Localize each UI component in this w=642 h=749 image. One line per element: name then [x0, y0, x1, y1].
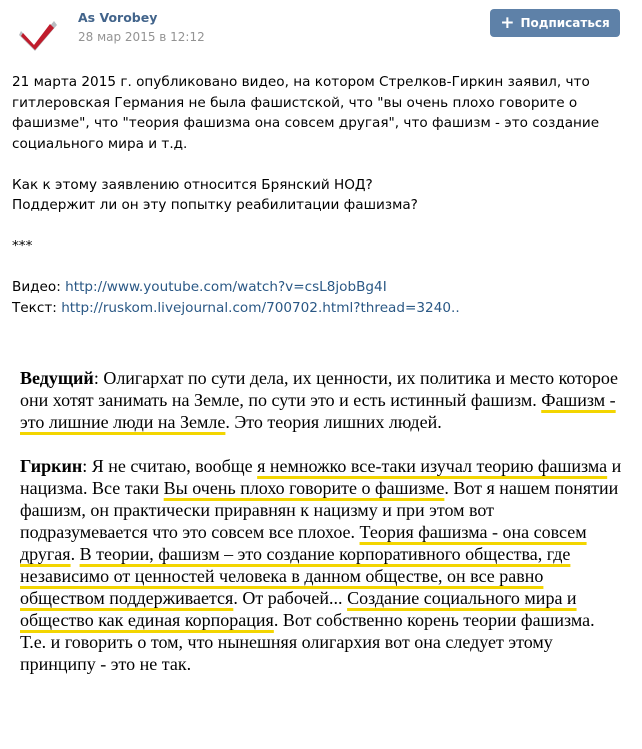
host-speaker-name: Ведущий	[20, 368, 94, 388]
avatar[interactable]	[12, 9, 62, 59]
subscribe-label: Подписаться	[520, 16, 610, 30]
text-line	[12, 298, 622, 319]
video-line	[12, 277, 622, 298]
girkin-text: и нацизма. Все таки	[20, 456, 622, 498]
host-text: . Это теория лишних людей.	[225, 412, 442, 432]
host-text: : Олигархат по сути дела, их ценности, их политика и место которое они хотят занимать на Земле, по сути это и есть истинный фашизм.	[20, 368, 619, 410]
highlighted-phrase: Вы очень плохо говорите о фашизме	[163, 478, 445, 498]
highlighted-phrase: В теории, фашизм – это создание корпоративного общества, где независимо от ценностей человека в данном обществе, он все равно обществом поддерживается	[20, 544, 571, 608]
author-name[interactable]: As Vorobey	[78, 10, 158, 25]
girkin-paragraph	[20, 455, 622, 675]
plus-icon: +	[500, 12, 515, 33]
girkin-text: .	[70, 544, 80, 564]
post-separator: ***	[12, 238, 33, 254]
post-question-2: Поддержит ли он эту попытку реабилитации фашизма?	[12, 197, 418, 213]
post-question-1: Как к этому заявлению относится Брянский НОД?	[12, 176, 373, 193]
highlighted-phrase: Создание социального мира и общество как единая корпорация	[20, 588, 577, 630]
highlighted-phrase: Фашизм - это лишние люди на Земле	[20, 390, 616, 432]
attached-document-image[interactable]	[20, 367, 622, 675]
highlighted-phrase: я немножко все-таки изучал теорию фашизма	[257, 456, 608, 476]
subscribe-button[interactable]	[490, 9, 620, 37]
girkin-speaker-name: Гиркин	[20, 456, 83, 476]
post-text	[12, 72, 622, 318]
girkin-text: . Вот собственно корень теории фашизма. Т.е. и говорить о том, что нынешняя олигархия вот она следует этому принципу - это не так.	[20, 610, 595, 674]
video-link[interactable]: http://www.youtube.com/watch?v=csL8jobBg4I	[65, 279, 387, 295]
host-paragraph	[20, 367, 622, 433]
girkin-text: . Вот я нашем понятии фашизм, он практически приравнян к нацизму и при этом вот подразумевается что это совсем все плохое.	[20, 478, 619, 542]
post-date[interactable]: 28 мар 2015 в 12:12	[78, 30, 205, 44]
post-paragraph: 21 марта 2015 г. опубликовано видео, на котором Стрелков-Гиркин заявил, что гитлеровская Германия не была фашистской, что "вы очень плохо говорите о фашизме", что "теория фашизма она совсем другая", что фашизм - это создание социального мира и т.д.	[12, 74, 600, 152]
highlighted-phrase: Теория фашизма - она совсем другая	[20, 522, 587, 564]
text-link[interactable]: http://ruskom.livejournal.com/700702.html?thread=3240..	[61, 299, 460, 316]
tick-logo-icon	[12, 9, 62, 59]
girkin-text: : Я не считаю, вообще	[82, 456, 258, 476]
girkin-text: . От рабочей...	[233, 588, 348, 608]
video-label: Видео:	[12, 279, 61, 295]
text-label: Текст:	[12, 299, 57, 316]
